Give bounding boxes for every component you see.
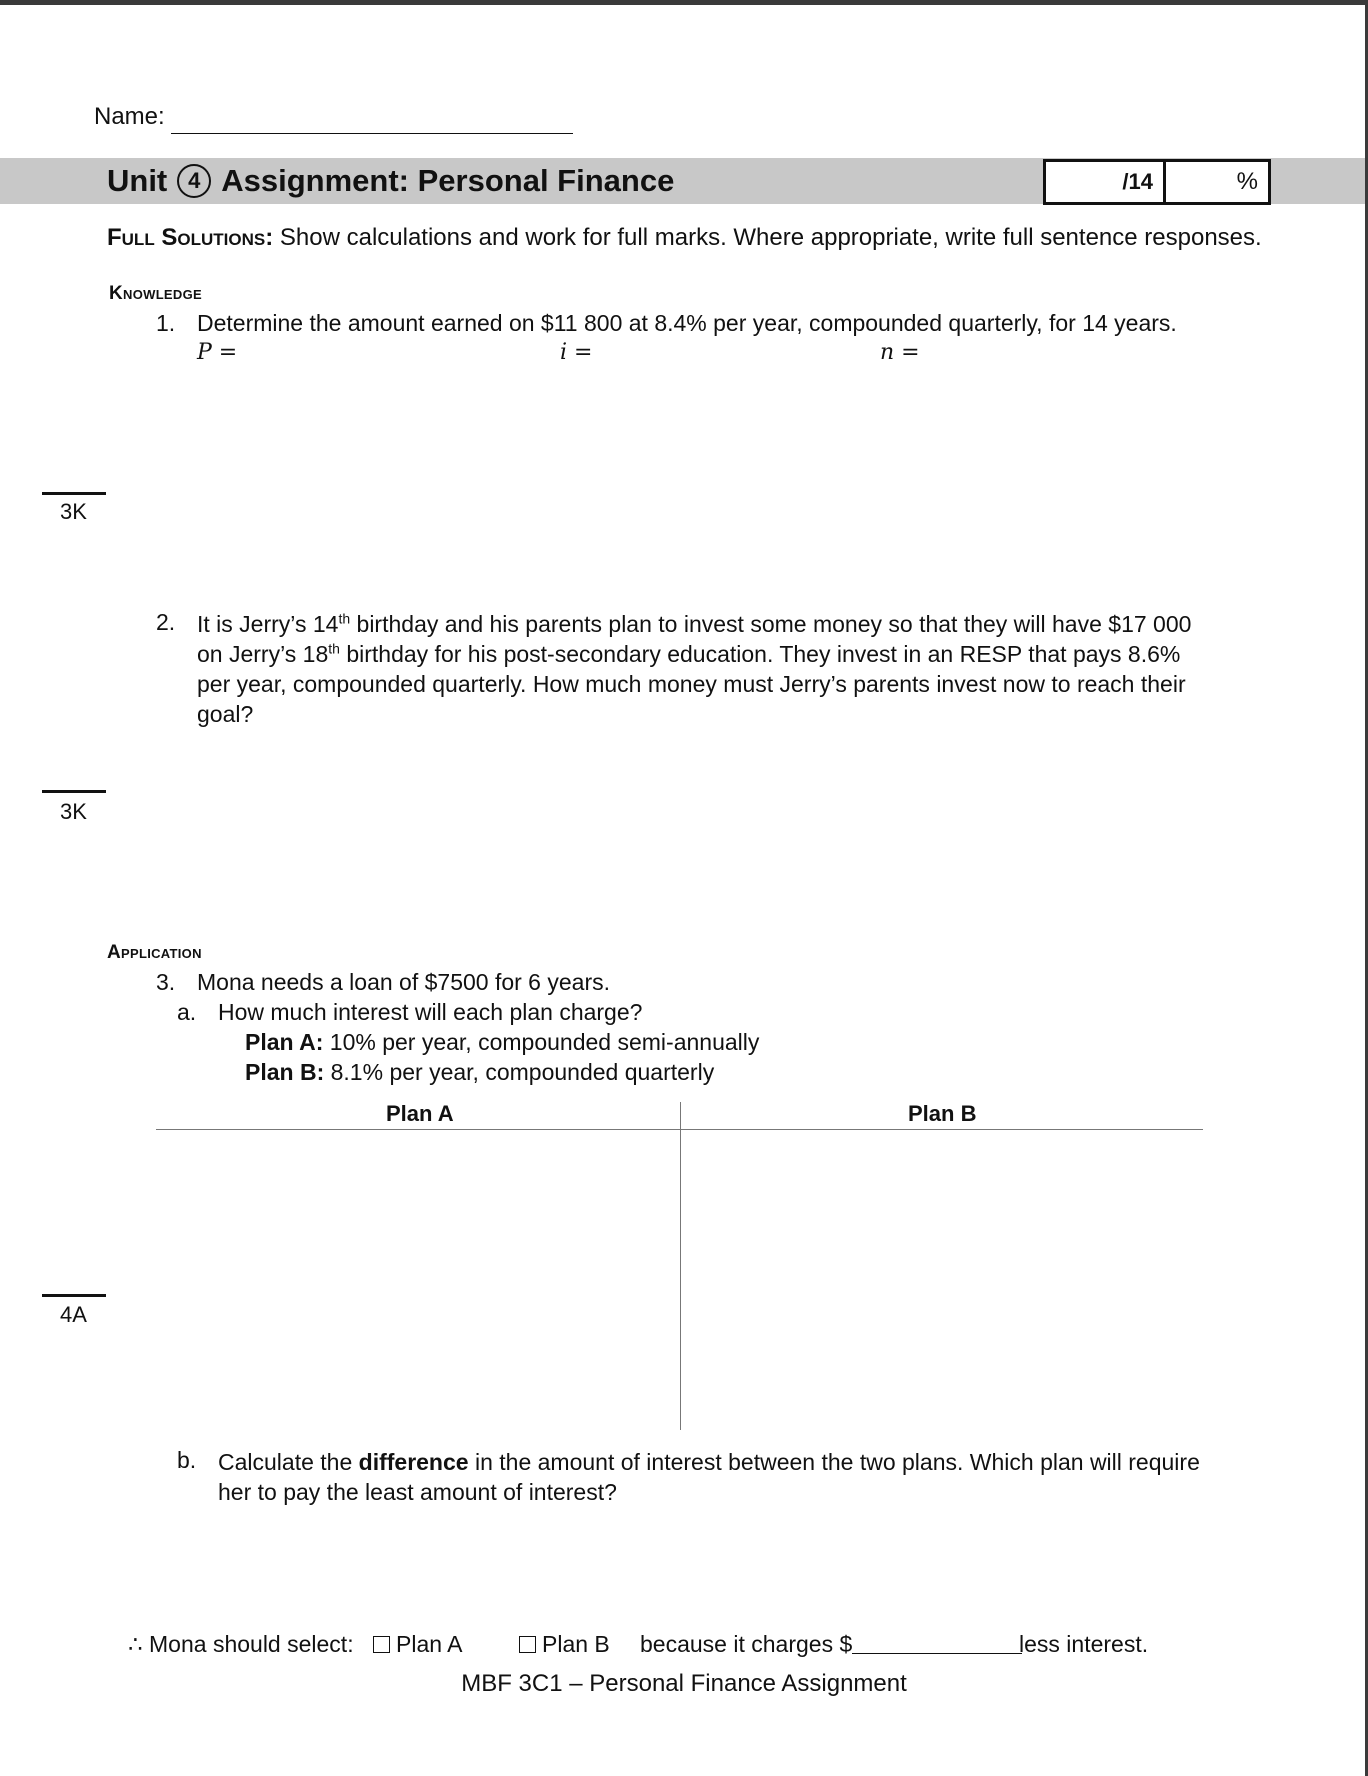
q2-text-part: birthday for his post-secondary education. They invest in an RESP that pays 8.6% per year, compounded quarterly. How much money must Jerry’s parents invest now to reach their goal? [197, 641, 1186, 727]
unit-number-badge: 4 [177, 164, 211, 198]
q3b-letter: b. [177, 1447, 197, 1473]
less-interest-text: less interest. [1019, 1631, 1149, 1657]
q2-sup: th [328, 640, 340, 657]
q1-var-p: P = [197, 340, 238, 365]
instructions-label: Full Solutions: [107, 224, 274, 251]
plan-a-column-header: Plan A [386, 1101, 454, 1126]
plan-b-desc [245, 1059, 714, 1086]
margin-mark-line [42, 492, 106, 495]
unit-word: Unit [107, 163, 168, 198]
margin-mark-line [42, 790, 106, 793]
q2-sup: th [338, 610, 351, 627]
knowledge-heading: Knowledge [109, 283, 202, 304]
plan-a-label: Plan A: [245, 1029, 324, 1055]
q1-var-n: n = [880, 340, 920, 365]
because-text-label: because it charges $ [640, 1631, 853, 1657]
q2-text [197, 609, 1217, 729]
q2-number: 2. [156, 609, 176, 635]
q3-number: 3. [156, 969, 176, 995]
conclusion-prefix: ∴ Mona should select: [128, 1631, 354, 1657]
score-percent: % [1236, 168, 1258, 195]
q3b-text-part: in the amount of interest between the two plans. Which plan will require her to pay the least amount of interest? [218, 1449, 1200, 1505]
plan-table-divider [680, 1102, 681, 1430]
score-box [1043, 159, 1271, 205]
q3a-text: How much interest will each plan charge? [218, 999, 643, 1025]
q1-number: 1. [156, 310, 176, 336]
amount-blank[interactable] [852, 1633, 1022, 1654]
q2-text-part: birthday and his parents plan to invest some money so that they will have $17 000 on Jerry’s 18 [197, 611, 1192, 667]
plan-b-label: Plan B: [245, 1059, 325, 1085]
score-total: /14 [1046, 162, 1166, 202]
margin-mark-line [42, 1294, 106, 1297]
margin-mark-q3a: 4A [60, 1302, 87, 1327]
option-plan-b[interactable] [519, 1631, 610, 1658]
name-label: Name: [94, 103, 165, 130]
q3-text: Mona needs a loan of $7500 for 6 years. [197, 969, 611, 995]
q3b-text-bold: difference [358, 1449, 469, 1475]
instructions [107, 224, 1262, 252]
option-plan-b-label: Plan B [542, 1631, 610, 1657]
plan-a-checkbox[interactable] [373, 1636, 390, 1653]
q3b-text-part: Calculate the [218, 1449, 359, 1475]
plan-a-desc [245, 1029, 759, 1056]
q1-var-i: i = [560, 340, 593, 365]
option-plan-a[interactable] [373, 1631, 463, 1658]
q3b-text [218, 1447, 1238, 1507]
application-heading: Application [107, 942, 202, 963]
page-title [107, 163, 674, 199]
q2-text-part: It is Jerry’s 14 [197, 611, 339, 637]
q1-text: Determine the amount earned on $11 800 at 8.4% per year, compounded quarterly, for 14 years. [197, 310, 1177, 336]
because-text [640, 1631, 1022, 1658]
plan-b-text: 8.1% per year, compounded quarterly [324, 1059, 715, 1085]
plan-a-text: 10% per year, compounded semi-annually [323, 1029, 760, 1055]
margin-mark-q2: 3K [60, 799, 87, 824]
margin-mark-q1: 3K [60, 499, 87, 524]
footer-text: MBF 3C1 – Personal Finance Assignment [461, 1670, 907, 1697]
q3a-letter: a. [177, 999, 197, 1025]
option-plan-a-label: Plan A [396, 1631, 463, 1657]
assignment-title: Assignment: Personal Finance [221, 163, 675, 198]
plan-b-column-header: Plan B [908, 1101, 977, 1126]
top-border [0, 0, 1368, 5]
name-input-line[interactable] [171, 133, 573, 134]
instructions-text: Show calculations and work for full marks. Where appropriate, write full sentence responses. [279, 224, 1262, 251]
plan-b-checkbox[interactable] [519, 1636, 536, 1653]
